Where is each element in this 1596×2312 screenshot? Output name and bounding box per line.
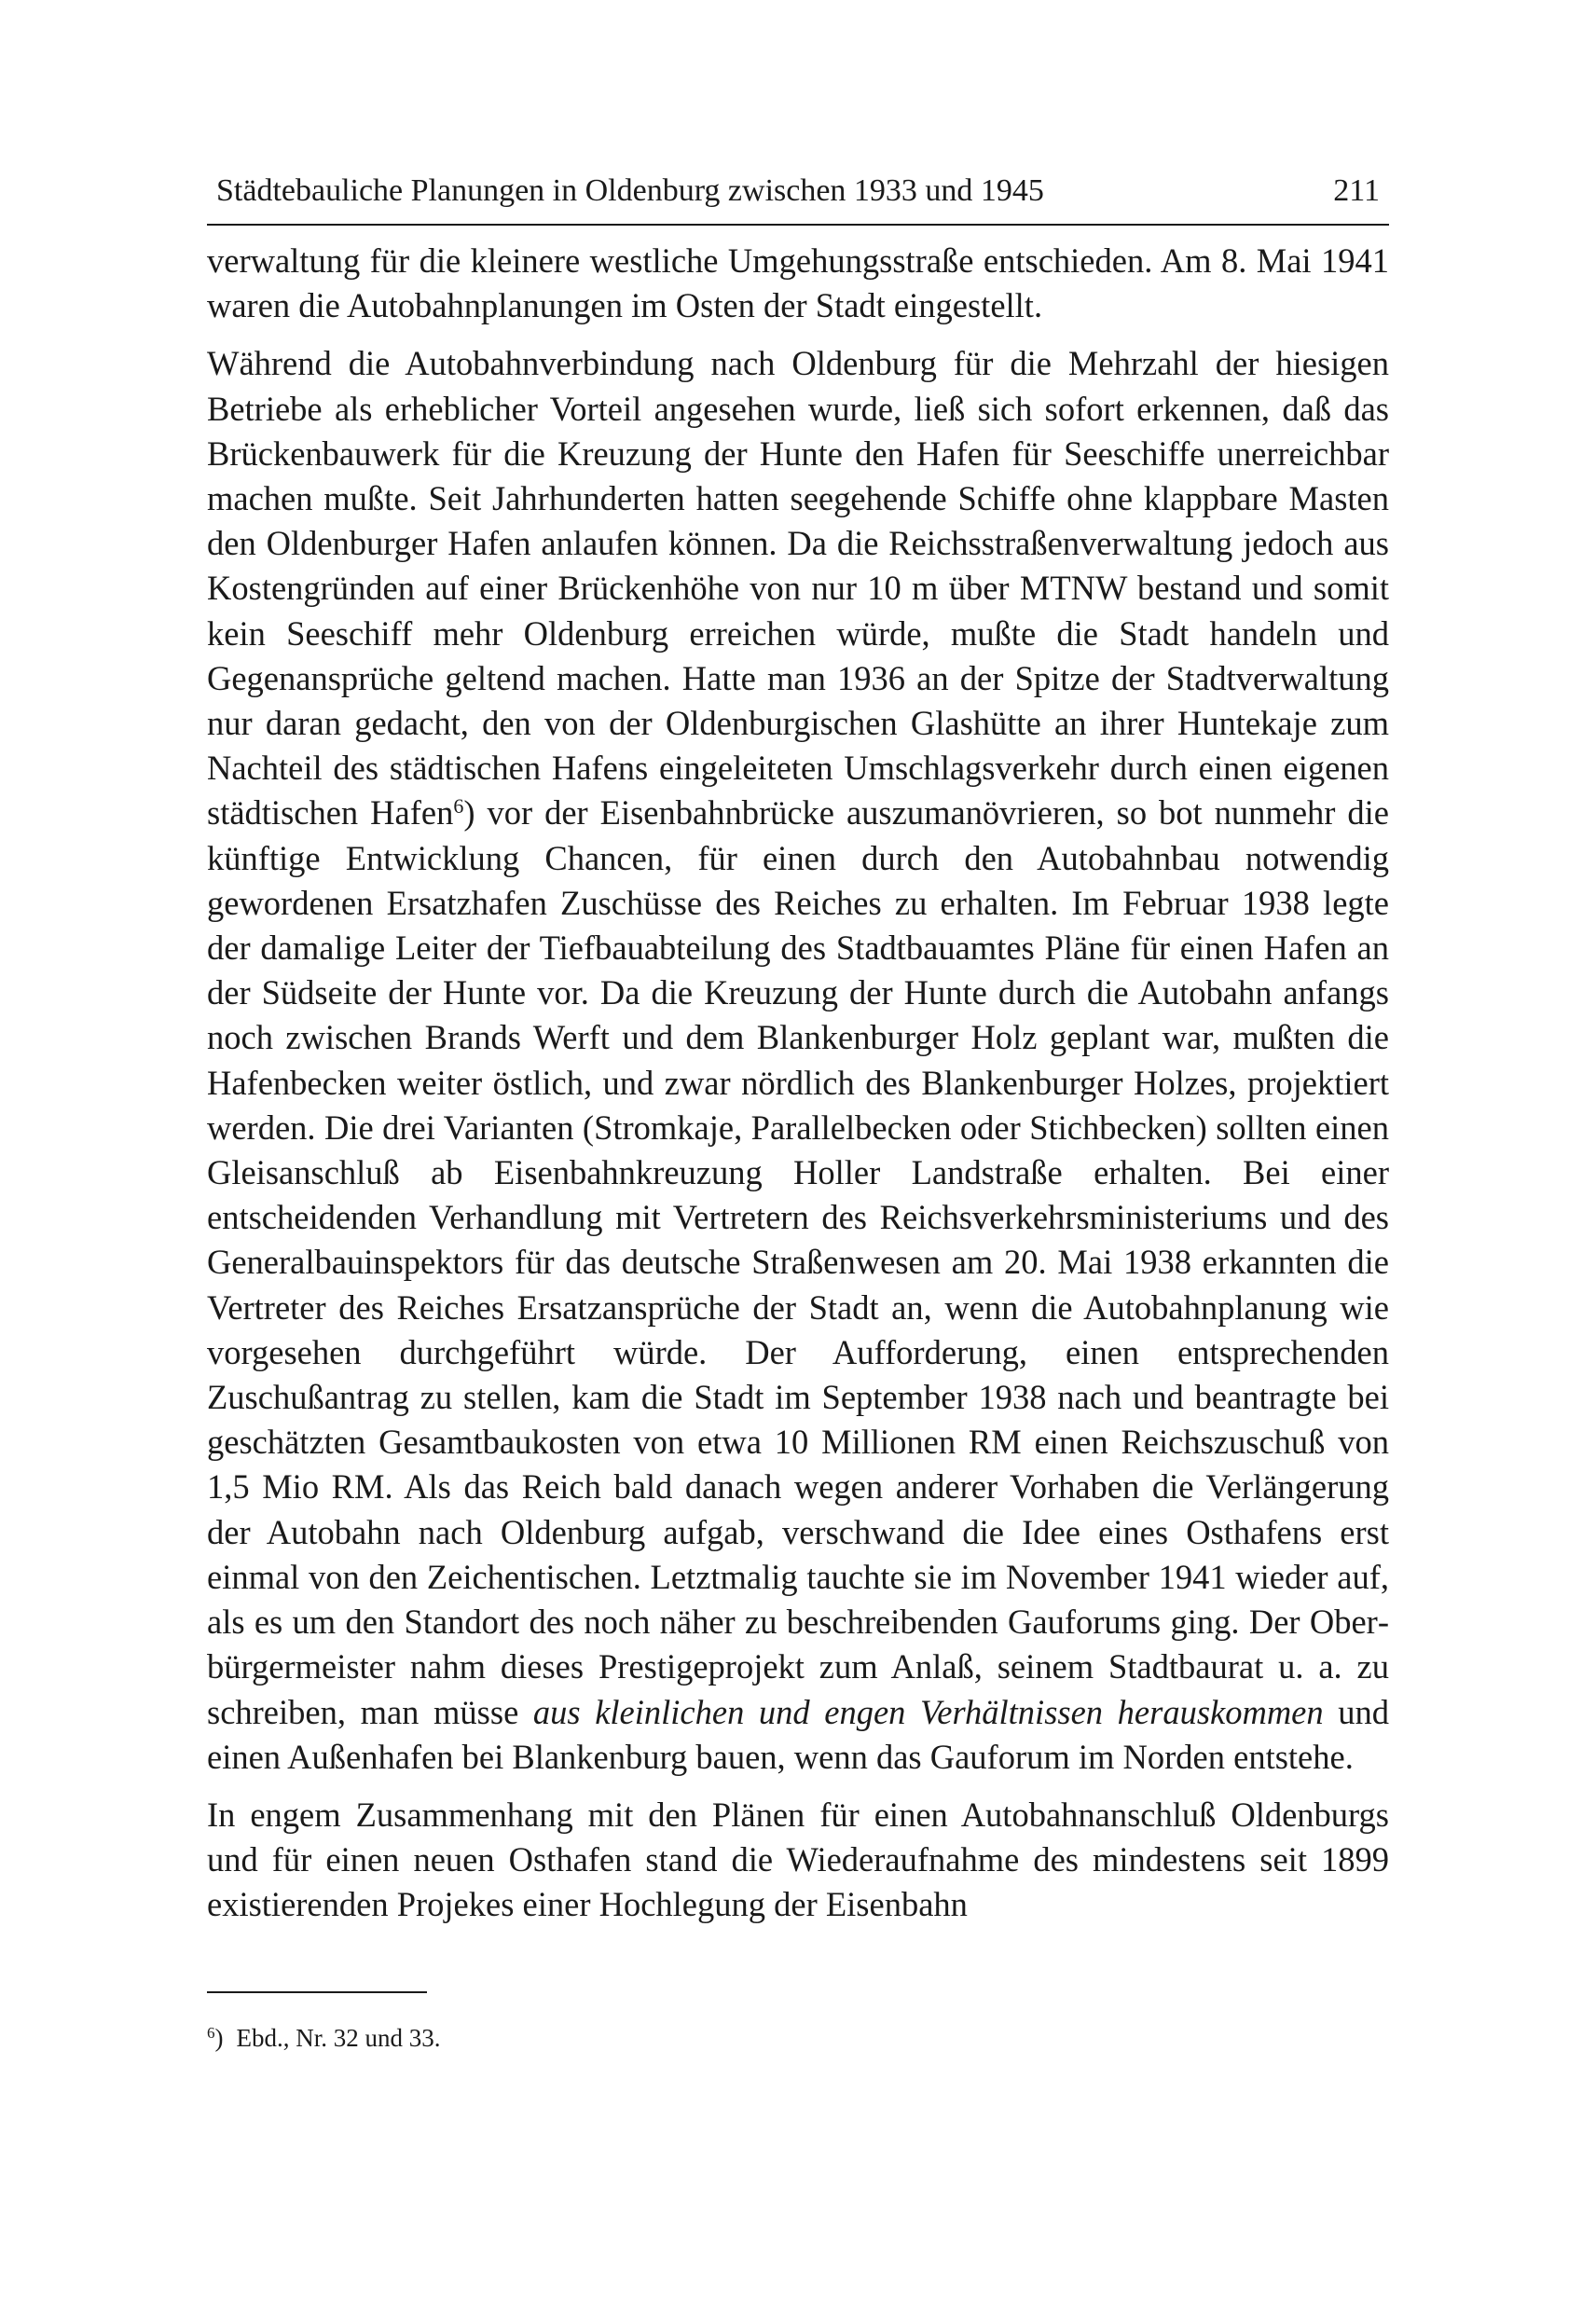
body-text [207, 239, 1389, 1928]
paragraph-2 [207, 341, 1389, 1780]
paragraph-2-part-b: ) vor der Eisenbahnbrücke auszumanövrieren, so bot nunmehr die künftige Entwicklung Chancen, für einen durch den Autobahnbau notwendig gewordenen Ersatzhafen Zuschüsse des Reiches zu erhalten. Im Februar 1938 legte der damalige Leiter der Tiefbauabteilung des Stadtbauamtes Pläne für einen Hafen an der Südseite der Hunte vor. Da die Kreuzung der Hunte durch die Autobahn anfangs noch zwischen Brands Werft und dem Blankenburger Holz geplant war, mußten die Hafenbecken weiter östlich, und zwar nördlich des Blankenburger Holzes, projektiert werden. Die drei Varianten (Stromkaje, Parallelbecken oder Stichbecken) sollten einen Gleisanschluß ab Eisenbahnkreuzung Holler Landstraße erhalten. Bei einer entscheidenden Verhandlung mit Vertretern des Reichsverkehrsministeriums und des Generalbauinspektors für das deutsche Straßenwesen am 20. Mai 1938 erkannten die Vertreter des Reiches Ersatzansprüche der Stadt an, wenn die Autobahnplanung wie vorgesehen durchgeführt würde. Der Aufforderung, einen entsprechenden Zuschußantrag zu stellen, kam die Stadt im September 1938 nach und beantragte bei geschätzten Gesamtbaukosten von etwa 10 Millionen RM einen Reichszuschuß von 1,5 Mio RM. Als das Reich bald danach wegen anderer Vorhaben die Verlängerung der Autobahn nach Oldenburg aufgab, verschwand die Idee eines Osthafens erst einmal von den Zeichentischen. Letztmalig tauchte sie im November 1941 wieder auf, als es um den Standort des noch näher zu beschreibenden Gauforums ging. Der Oberbürgermeister nahm dieses Prestigeprojekt zum Anlaß, seinem Stadtbaurat u. a. zu schreiben, man müsse [207, 793, 1389, 1731]
footnote-rule [207, 1991, 427, 1993]
italic-quotation: aus kleinlichen und engen Verhältnissen herauskommen [532, 1692, 1324, 1731]
page-number: 211 [1333, 173, 1380, 208]
book-page [207, 140, 1389, 208]
footnote-text: Ebd., Nr. 32 und 33. [236, 2024, 441, 2052]
paragraph-2-part-a: Während die Autobahnverbindung nach Oldenburg für die Mehrzahl der hiesigen Betriebe als erheblicher Vorteil angesehen wurde, ließ sich sofort erkennen, daß das Brückenbauwerk für die Kreuzung der Hunte den Hafen für Seeschiffe unerreichbar machen mußte. Seit Jahrhunderten hatten seegehende Schiffe ohne klappbare Masten den Oldenburger Hafen anlaufen können. Da die Reichsstraßenverwaltung jedoch aus Kostengründen auf einer Brückenhöhe von nur 10 m über MTNW bestand und somit kein Seeschiff mehr Oldenburg erreichen würde, mußte die Stadt handeln und Gegenansprüche geltend machen. Hatte man 1936 an der Spitze der Stadtverwaltung nur daran gedacht, den von der Oldenburgischen Glashütte an ihrer Huntekaje zum Nachteil des städtischen Hafens eingeleiteten Umschlagsverkehr durch einen eigenen städtischen Hafen [207, 344, 1389, 833]
paragraph-2-part-c: und einen Außenhafen bei Blankenburg bauen, wenn das Gauforum im Norden entstehe. [207, 1692, 1389, 1776]
running-title: Städtebauliche Planungen in Oldenburg zwischen 1933 und 1945 [216, 173, 1044, 208]
running-head [207, 140, 1389, 208]
footnote-reference: 6 [453, 794, 464, 819]
footnote-marker-close: ) [214, 2024, 224, 2052]
header-rule [207, 224, 1389, 226]
footnote-marker: 6 [207, 2024, 215, 2042]
paragraph-1: verwaltung für die kleinere westliche Umgehungsstraße entschieden. Am 8. Mai 1941 waren die Autobahnplanungen im Osten der Stadt eingestellt. [207, 241, 1389, 325]
footnote-6 [207, 2021, 1389, 2055]
paragraph-3: In engem Zusammenhang mit den Plänen für einen Autobahnanschluß Oldenburgs und für einen neuen Osthafen stand die Wiederaufnahme des mindestens seit 1899 existierenden Projekes einer Hochlegung der Eisenbahn [207, 1795, 1389, 1924]
